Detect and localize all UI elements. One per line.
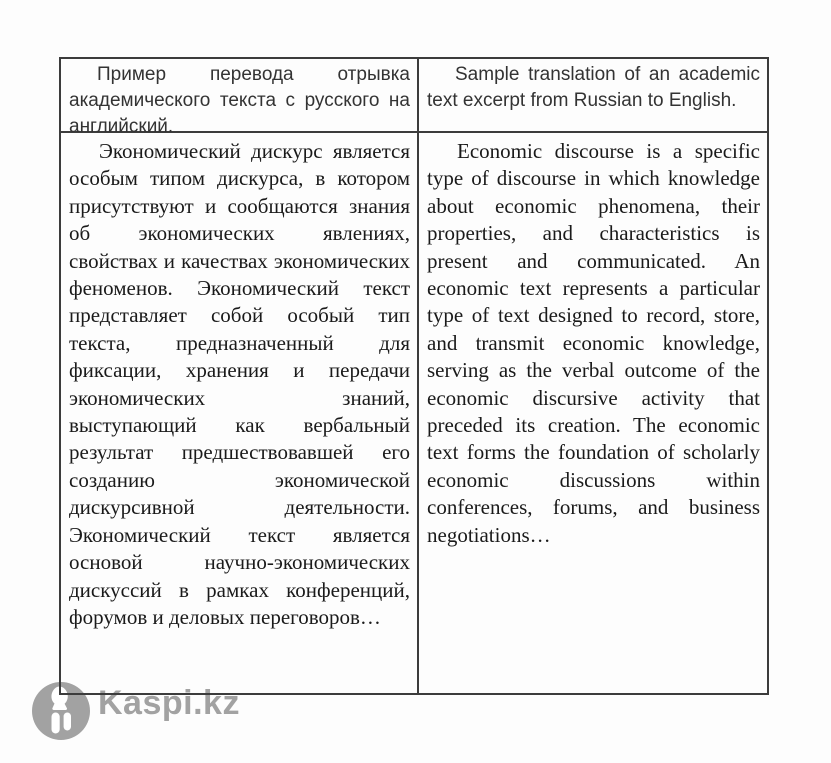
table-body-russian: Экономический дискурс является особым типом дискурса, в котором присутствуют и сообщаются знания об экономических явлениях, свойствах и качествах экономических феноменов. Экономический текст представляет собой особый тип текста, предназначенный для фиксации, хранения и передачи экономических знаний, выступающий как вербальный результат предшествовавшей его созданию экономической дискурсивной деятельности. Экономический текст является основой научно-экономических дискуссий в рамках конференций, форумов и деловых переговоров…: [61, 133, 419, 693]
kaspi-watermark-label: Kaspi.kz: [98, 683, 240, 722]
table-header-russian: Пример перевода отрывка академического текста с русского на английский.: [61, 59, 419, 133]
translation-table: [59, 57, 769, 695]
table-body-english: Economic discourse is a specific type of discourse in which knowledge about economic phenomena, their properties, and characteristics is present and communicated. An economic text represents a particular type of text designed to record, store, and transmit economic knowledge, serving as the verbal outcome of the economic discursive activity that preceded its creation. The economic text forms the foundation of scholarly economic discussions within conferences, forums, and business negotiations…: [427, 139, 760, 547]
table-header-english: Sample translation of an academic text excerpt from Russian to English.: [419, 59, 767, 133]
